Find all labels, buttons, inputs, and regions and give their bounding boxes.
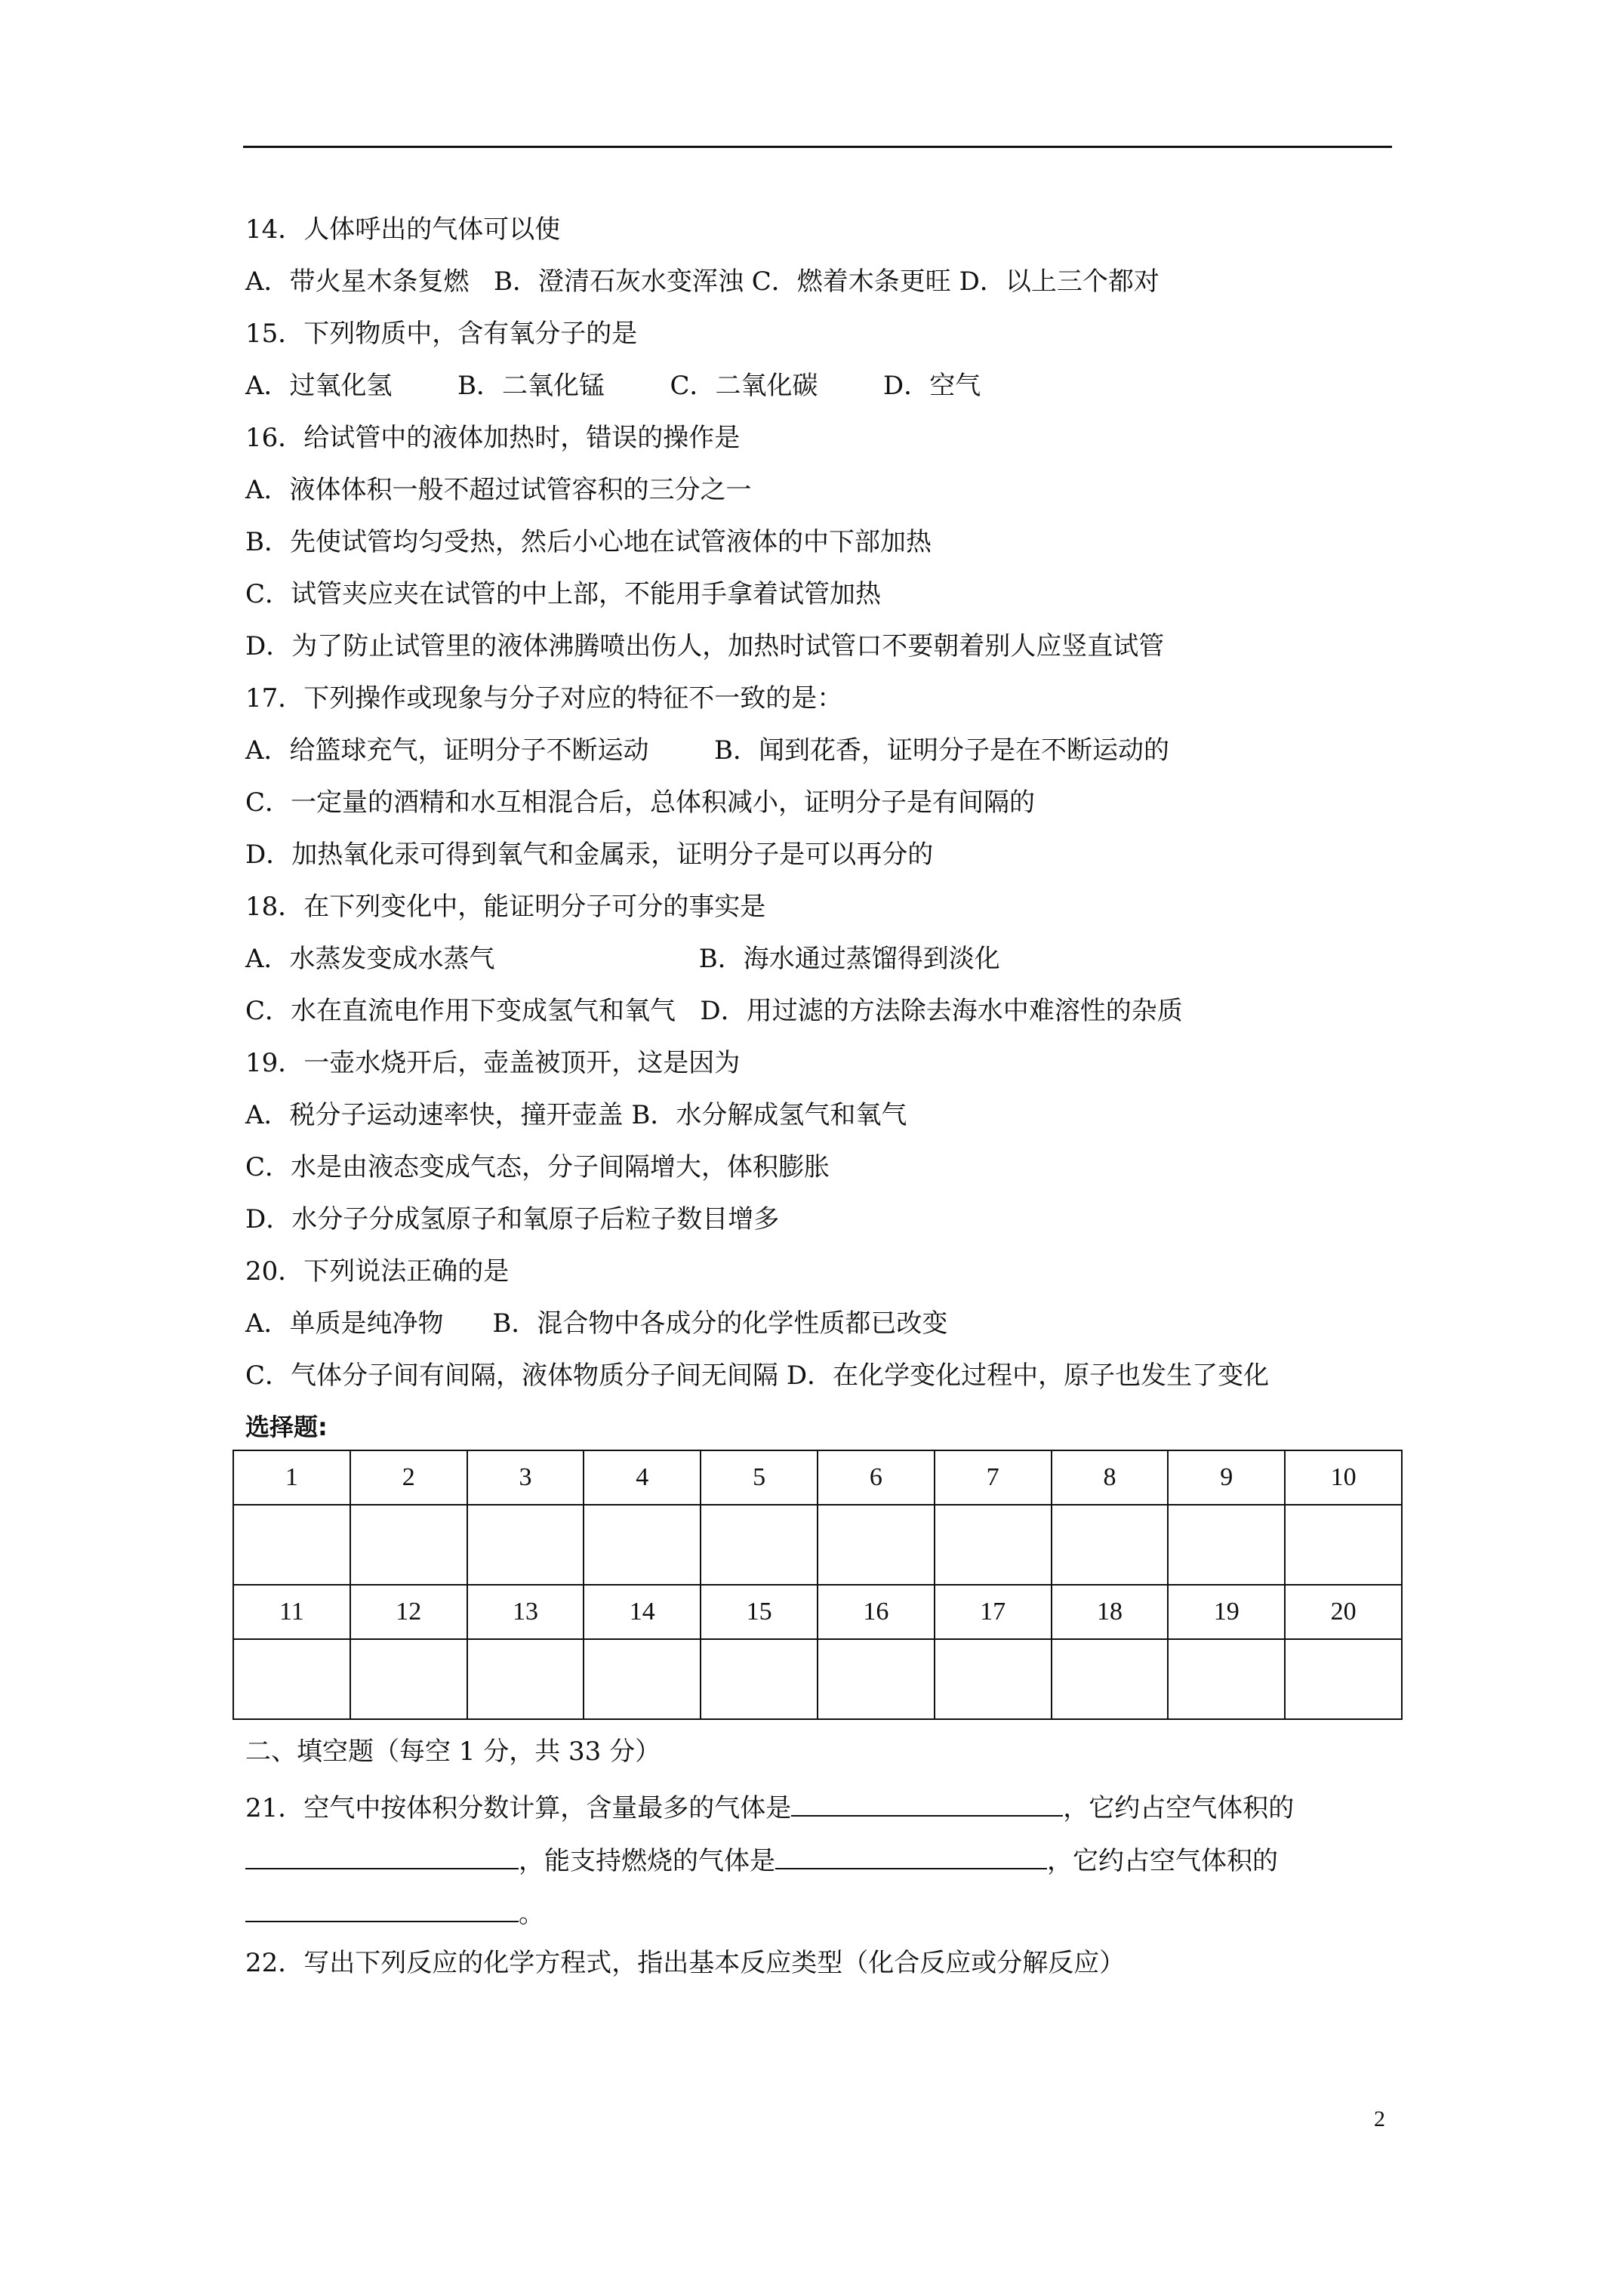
answer-number-cell: 20 [1285,1585,1402,1639]
question-17-stem: 17．下列操作或现象与分子对应的特征不一致的是： [245,683,843,713]
question-16-option-c: C．试管夹应夹在试管的中上部，不能用手拿着试管加热 [245,579,882,609]
fill-section-heading: 二、填空题（每空 1 分，共 33 分） [245,1737,661,1767]
answer-blank-cell[interactable] [935,1639,1052,1719]
question-17-option-d: D．加热氧化汞可得到氧气和金属汞，证明分子是可以再分的 [245,840,934,870]
question-21-text: ，它约占空气体积的 [1047,1846,1278,1876]
page-number: 2 [1374,2106,1385,2131]
question-21-line-1 [245,1789,1294,1823]
question-20-options-ab: A．单质是纯净物 B．混合物中各成分的化学性质都已改变 [245,1308,948,1339]
answer-blank-cell[interactable] [584,1505,701,1585]
answer-number-cell: 6 [818,1450,935,1505]
question-21-text: 。 [519,1899,544,1929]
answer-blank-cell[interactable] [818,1505,935,1585]
answer-number-cell: 15 [701,1585,818,1639]
answer-blank-cell[interactable] [701,1639,818,1719]
answer-blank-cell[interactable] [818,1639,935,1719]
question-21-line-3 [245,1895,544,1929]
answer-number-cell: 3 [467,1450,584,1505]
answer-blank-cell[interactable] [350,1639,467,1719]
answer-blank[interactable] [791,1789,1063,1817]
answer-blank-cell[interactable] [1168,1639,1285,1719]
answer-blank[interactable] [775,1842,1047,1869]
answer-section-label: 选择题: [245,1413,328,1441]
answer-number-cell: 14 [584,1585,701,1639]
answer-number-row [233,1585,1402,1639]
answer-blank-cell[interactable] [350,1505,467,1585]
question-16-stem: 16．给试管中的液体加热时，错误的操作是 [245,423,741,453]
answer-blank-cell[interactable] [233,1639,350,1719]
answer-number-cell: 10 [1285,1450,1402,1505]
answer-blank-cell[interactable] [935,1505,1052,1585]
question-17-options-ab: A．给篮球充气，证明分子不断运动 B．闻到花香，证明分子是在不断运动的 [245,735,1169,766]
question-16-option-d: D．为了防止试管里的液体沸腾喷出伤人，加热时试管口不要朝着别人应竖直试管 [245,631,1165,661]
question-18-stem: 18．在下列变化中，能证明分子可分的事实是 [245,892,766,922]
answer-blank-cell[interactable] [584,1639,701,1719]
answer-blank-cell[interactable] [233,1505,350,1585]
answer-number-cell: 12 [350,1585,467,1639]
question-19-options-ab: A．税分子运动速率快，撞开壶盖 B．水分解成氢气和氧气 [245,1100,907,1130]
question-19-stem: 19．一壶水烧开后，壶盖被顶开，这是因为 [245,1048,741,1078]
answer-blank[interactable] [245,1842,519,1869]
answer-blank-cell[interactable] [1052,1505,1169,1585]
question-15-stem: 15．下列物质中，含有氧分子的是 [245,319,638,349]
answer-blank-cell[interactable] [701,1505,818,1585]
answer-number-cell: 2 [350,1450,467,1505]
answer-number-row [233,1450,1402,1505]
answer-number-cell: 9 [1168,1450,1285,1505]
question-21-text: 21．空气中按体积分数计算，含量最多的气体是 [245,1793,792,1823]
answer-number-cell: 11 [233,1585,350,1639]
answer-number-cell: 19 [1168,1585,1285,1639]
question-17-option-c: C．一定量的酒精和水互相混合后，总体积减小，证明分子是有间隔的 [245,787,1036,818]
question-18-options-cd: C．水在直流电作用下变成氢气和氧气 D．用过滤的方法除去海水中难溶性的杂质 [245,996,1183,1026]
question-20-options-cd: C．气体分子间有间隔，液体物质分子间无间隔 D．在化学变化过程中，原子也发生了变化 [245,1361,1270,1391]
question-19-option-d: D．水分子分成氢原子和氧原子后粒子数目增多 [245,1204,780,1234]
answer-table [233,1450,1403,1720]
question-14-stem: 14．人体呼出的气体可以使 [245,214,561,245]
answer-number-cell: 5 [701,1450,818,1505]
answer-number-cell: 7 [935,1450,1052,1505]
answer-blank-cell[interactable] [1285,1639,1402,1719]
answer-number-cell: 4 [584,1450,701,1505]
question-20-stem: 20．下列说法正确的是 [245,1256,510,1287]
answer-number-cell: 17 [935,1585,1052,1639]
answer-number-cell: 13 [467,1585,584,1639]
answer-blank-row [233,1505,1402,1585]
answer-number-cell: 1 [233,1450,350,1505]
question-16-option-b: B．先使试管均匀受热，然后小心地在试管液体的中下部加热 [245,527,932,557]
question-19-option-c: C．水是由液态变成气态，分子间隔增大，体积膨胀 [245,1152,830,1182]
question-14-options: A．带火星木条复燃 B．澄清石灰水变浑浊 C．燃着木条更旺 D．以上三个都对 [245,267,1160,297]
answer-number-cell: 8 [1052,1450,1169,1505]
answer-blank-cell[interactable] [467,1505,584,1585]
answer-blank-cell[interactable] [1168,1505,1285,1585]
question-21-text: ，它约占空气体积的 [1063,1793,1295,1823]
answer-blank-cell[interactable] [1285,1505,1402,1585]
answer-blank-cell[interactable] [467,1639,584,1719]
question-22-stem: 22．写出下列反应的化学方程式，指出基本反应类型（化合反应或分解反应） [245,1948,1126,1978]
question-15-options: A．过氧化氢 B．二氧化锰 C．二氧化碳 D．空气 [245,371,981,401]
question-16-option-a: A．液体体积一般不超过试管容积的三分之一 [245,475,752,505]
answer-blank-row [233,1639,1402,1719]
question-21-line-2 [245,1842,1278,1876]
question-18-options-ab: A．水蒸发变成水蒸气 B．海水通过蒸馏得到淡化 [245,944,1000,974]
answer-number-cell: 16 [818,1585,935,1639]
answer-blank-cell[interactable] [1052,1639,1169,1719]
answer-blank[interactable] [245,1895,519,1922]
answer-number-cell: 18 [1052,1585,1169,1639]
header-rule [243,146,1392,148]
question-21-text: ，能支持燃烧的气体是 [519,1846,775,1876]
